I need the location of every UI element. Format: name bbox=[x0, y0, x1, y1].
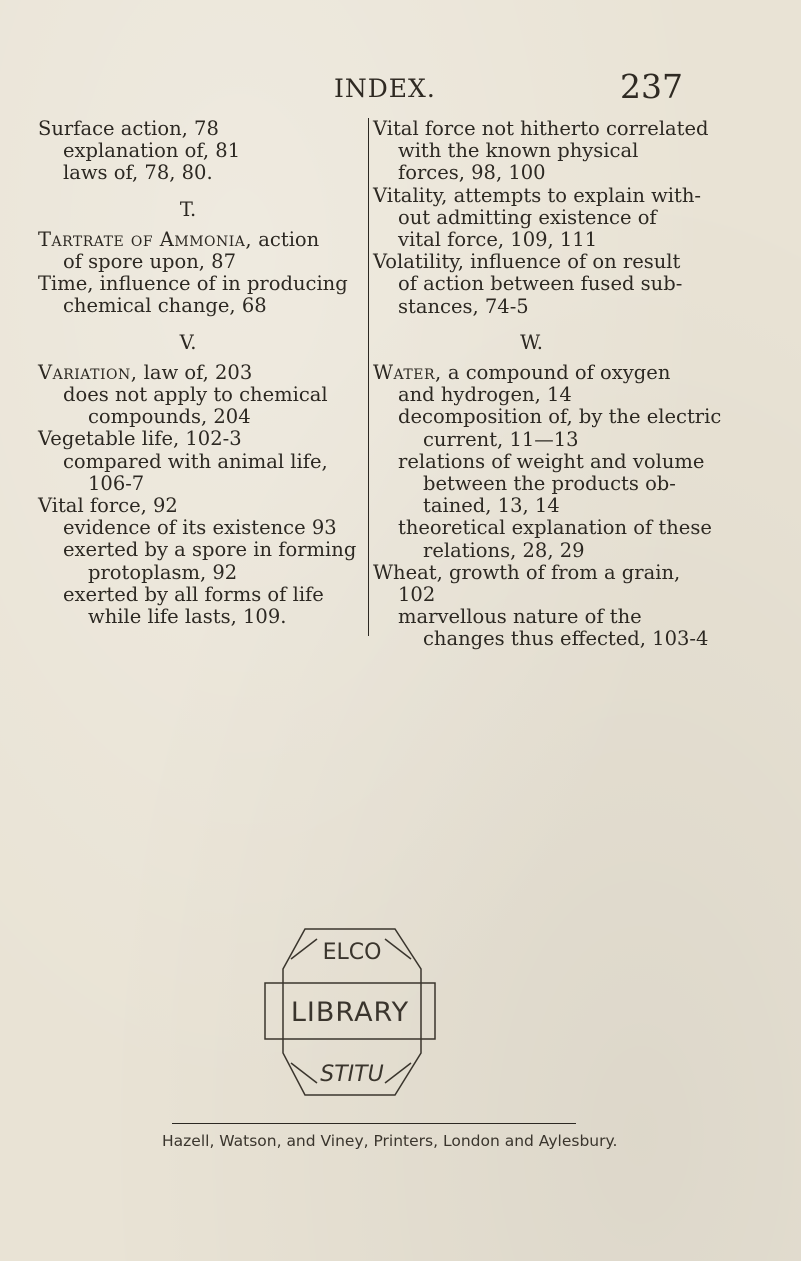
index-entry-head: Vegetable life, 102-3 bbox=[38, 427, 242, 451]
index-entry bbox=[373, 183, 701, 252]
index-subentry: decomposition of, by the electric bbox=[398, 405, 722, 429]
index-entry-headword: Water, bbox=[373, 361, 442, 385]
index-entry-head-rest: law of, 203 bbox=[137, 360, 253, 384]
index-subentry-continuation: 106-7 bbox=[88, 471, 145, 495]
stamp-flourish bbox=[385, 1063, 411, 1083]
page-number: 237 bbox=[620, 67, 683, 106]
index-entry-head-rest: a compound of oxygen bbox=[441, 361, 671, 385]
index-entry-continuation: with the known physical bbox=[398, 139, 639, 163]
index-entry-head: Vital force not hitherto correlated bbox=[373, 117, 709, 140]
index-entry-head-rest: action bbox=[252, 227, 320, 251]
index-subentry: evidence of its existence 93 bbox=[63, 516, 337, 540]
index-entry-continuation: 102 bbox=[398, 583, 436, 607]
index-entry-continuation: and hydrogen, 14 bbox=[398, 383, 572, 407]
stamp-flourish bbox=[291, 1063, 317, 1083]
index-entry-continuation: stances, 74-5 bbox=[398, 294, 529, 318]
section-letter-w: W. bbox=[520, 330, 543, 354]
index-column-right bbox=[368, 117, 722, 651]
index-entry-head: Volatility, influence of on result bbox=[373, 250, 681, 274]
stamp-bottom-text: STITU bbox=[320, 1062, 384, 1087]
index-entry-continuation: vital force, 109, 111 bbox=[398, 228, 598, 252]
stamp-top-text: ELCO bbox=[322, 940, 382, 965]
index-entry-head: Vital force, 92 bbox=[38, 494, 178, 518]
index-subentry: exerted by all forms of life bbox=[63, 582, 324, 606]
section-letter-v: V. bbox=[179, 330, 197, 354]
index-entry-continuation: of action between fused sub- bbox=[398, 272, 683, 296]
index-entry bbox=[373, 251, 696, 318]
index-subentry-continuation: between the products ob- bbox=[423, 472, 676, 496]
index-column-left bbox=[38, 118, 360, 628]
index-entry-continuation: out admitting existence of bbox=[398, 205, 657, 229]
index-subentry: exerted by a spore in forming bbox=[63, 538, 357, 562]
index-subentry-continuation: tained, 13, 14 bbox=[423, 494, 560, 518]
index-subentry: relations of weight and volume bbox=[398, 449, 705, 473]
index-entry bbox=[38, 362, 360, 429]
index-entry-headword: Variation, bbox=[38, 360, 138, 384]
index-entry bbox=[38, 118, 360, 185]
stamp-middle-text: LIBRARY bbox=[290, 997, 410, 1028]
index-entry bbox=[38, 229, 360, 273]
index-entry-head: Wheat, growth of from a grain, bbox=[373, 560, 681, 584]
library-stamp-graphic bbox=[235, 911, 465, 1111]
footer-rule bbox=[172, 1123, 576, 1124]
section-letter-t: T. bbox=[179, 197, 197, 221]
index-entry-continuation: forces, 98, 100 bbox=[398, 161, 546, 185]
index-subentry: explanation of, 81 bbox=[63, 139, 241, 163]
index-subentry-continuation: while life lasts, 109. bbox=[88, 605, 287, 629]
index-subentry: theoretical explanation of these bbox=[398, 516, 712, 540]
index-entry bbox=[38, 428, 360, 495]
index-subentry: laws of, 78, 80. bbox=[63, 161, 213, 185]
index-subentry-continuation: current, 11—13 bbox=[423, 427, 579, 451]
index-subentry-continuation: relations, 28, 29 bbox=[423, 538, 585, 562]
index-entry-head: Surface action, 78 bbox=[38, 117, 219, 140]
library-stamp bbox=[235, 911, 465, 1111]
index-subentry-continuation: protoplasm, 92 bbox=[88, 560, 238, 584]
index-entry bbox=[38, 495, 360, 628]
index-entry-head: Vitality, attempts to explain with- bbox=[373, 183, 701, 207]
index-subentry: compared with animal life, bbox=[63, 449, 328, 473]
index-entry bbox=[38, 273, 360, 317]
index-entry-headword: Tartrate of Ammonia, bbox=[38, 227, 253, 251]
index-entry-head bbox=[38, 229, 360, 251]
index-subentry: marvellous nature of the bbox=[398, 605, 642, 629]
index-entry-head: Time, influence of in producing bbox=[38, 272, 348, 296]
stamp-flourish bbox=[291, 939, 317, 959]
index-entry bbox=[373, 117, 709, 185]
index-subentry: does not apply to chemical bbox=[63, 383, 328, 407]
index-entry-continuation: chemical change, 68 bbox=[63, 294, 267, 318]
index-entry bbox=[373, 560, 709, 651]
index-entry-head bbox=[38, 362, 360, 384]
index-subentry-continuation: changes thus effected, 103-4 bbox=[423, 627, 709, 651]
index-entry-head bbox=[373, 362, 696, 384]
index-entry-continuation: of spore upon, 87 bbox=[63, 250, 236, 274]
index-subentry-continuation: compounds, 204 bbox=[88, 405, 251, 429]
index-entry bbox=[373, 361, 722, 562]
page-header-title: INDEX. bbox=[334, 74, 436, 103]
printer-imprint: Hazell, Watson, and Viney, Printers, London and Aylesbury. bbox=[162, 1132, 618, 1150]
stamp-flourish bbox=[385, 939, 411, 959]
